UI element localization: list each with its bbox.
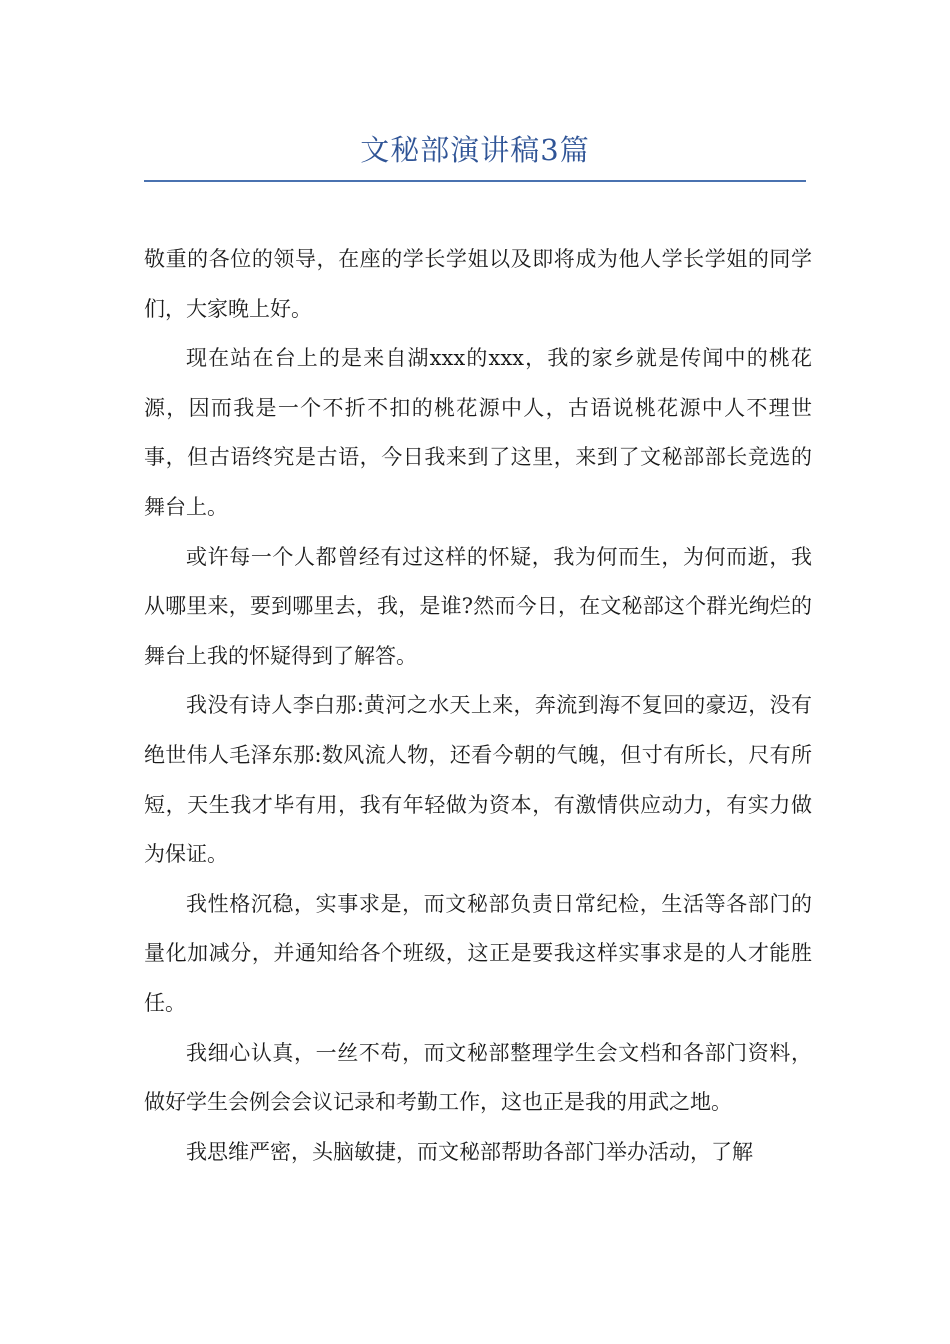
paragraph-thinking: 我思维严密，头脑敏捷，而文秘部帮助各部门举办活动，了解 (186, 1139, 753, 1164)
document-body (144, 235, 812, 1177)
paragraph-doubt: 或许每一个人都曾经有过这样的怀疑，我为何而生，为何而逝，我从哪里来，要到哪里去，我，是谁?然而今日，在文秘部这个群光绚烂的舞台上我的怀疑得到了解答。 (144, 544, 812, 668)
paragraph-introduction: 现在站在台上的是来自湖xxx的xxx，我的家乡就是传闻中的桃花源，因而我是一个不折不扣的桃花源中人，古语说桃花源中人不理世事，但古语终究是古语，今日我来到了这里，来到了文秘部部长竞选的舞台上。 (144, 346, 812, 519)
document-title: 文秘部演讲稿3篇 (360, 133, 590, 167)
paragraph-greeting: 敬重的各位的领导，在座的学长学姐以及即将成为他人学长学姐的同学们，大家晚上好。 (144, 247, 812, 321)
paragraph-carefulness: 我细心认真，一丝不苟，而文秘部整理学生会文档和各部门资料，做好学生会例会会议记录和考勤工作，这也正是我的用武之地。 (144, 1040, 812, 1115)
paragraph-character: 我性格沉稳，实事求是，而文秘部负责日常纪检，生活等各部门的量化加减分，并通知给各个班级，这正是要我这样实事求是的人才能胜任。 (144, 891, 812, 1015)
title-underline (144, 180, 806, 182)
paragraph-strengths: 我没有诗人李白那:黄河之水天上来，奔流到海不复回的豪迈，没有绝世伟人毛泽东那:数风流人物，还看今朝的气魄，但寸有所长，尺有所短，天生我才毕有用，我有年轻做为资本，有激情供应动力，有实力做为保证。 (144, 693, 812, 867)
